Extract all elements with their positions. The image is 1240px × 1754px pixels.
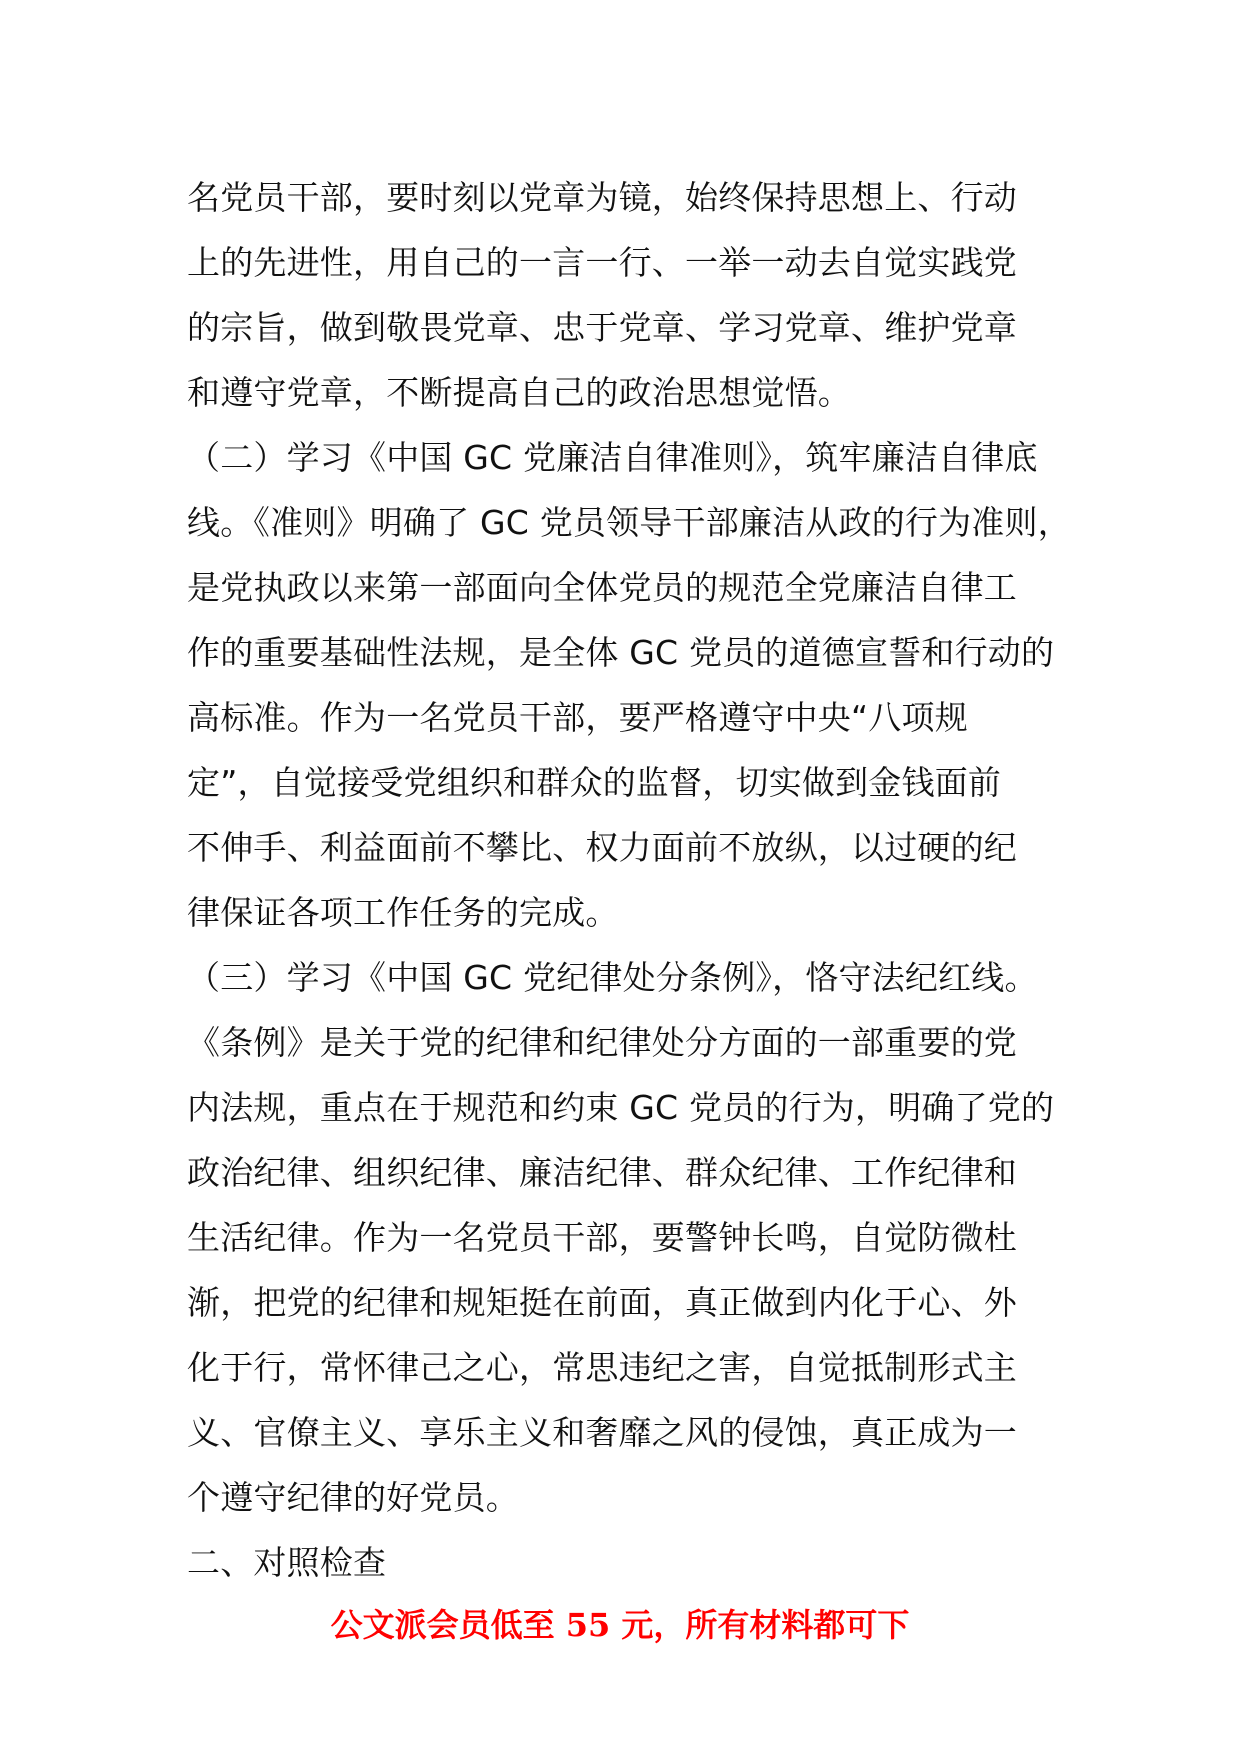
section-heading-line: （三）学习《中国 GC 党纪律处分条例》，恪守法纪红线。 xyxy=(187,958,1038,997)
promo-banner: 公文派会员低至 55 元，所有材料都可下 xyxy=(330,1606,910,1644)
text-line: 名党员干部，要时刻以党章为镜，始终保持思想上、行动 xyxy=(187,178,1017,217)
text-line: 作的重要基础性法规，是全体 GC 党员的道德宣誓和行动的 xyxy=(187,633,1055,672)
text-line: 渐，把党的纪律和规矩挺在前面，真正做到内化于心、外 xyxy=(187,1283,1017,1322)
text-line: 定”，自觉接受党组织和群众的监督，切实做到金钱面前 xyxy=(187,763,1002,802)
text-line: 上的先进性，用自己的一言一行、一举一动去自觉实践党 xyxy=(187,243,1017,282)
text-line: 个遵守纪律的好党员。 xyxy=(187,1478,519,1517)
text-line: 政治纪律、组织纪律、廉洁纪律、群众纪律、工作纪律和 xyxy=(187,1153,1017,1192)
section-title: 二、对照检查 xyxy=(187,1543,387,1582)
document-body xyxy=(187,165,1087,1595)
text-line: 和遵守党章，不断提高自己的政治思想觉悟。 xyxy=(187,373,851,412)
text-line: 《条例》是关于党的纪律和纪律处分方面的一部重要的党 xyxy=(187,1023,1017,1062)
text-line: 不伸手、利益面前不攀比、权力面前不放纵，以过硬的纪 xyxy=(187,828,1017,867)
text-line: 内法规，重点在于规范和约束 GC 党员的行为，明确了党的 xyxy=(187,1088,1055,1127)
text-line: 线。《准则》明确了 GC 党员领导干部廉洁从政的行为准则， xyxy=(187,503,1071,542)
text-line: 律保证各项工作任务的完成。 xyxy=(187,893,619,932)
section-heading-line: （二）学习《中国 GC 党廉洁自律准则》，筑牢廉洁自律底 xyxy=(187,438,1038,477)
text-line: 生活纪律。作为一名党员干部，要警钟长鸣，自觉防微杜 xyxy=(187,1218,1017,1257)
text-line: 高标准。作为一名党员干部，要严格遵守中央“八项规 xyxy=(187,698,968,737)
text-line: 义、官僚主义、享乐主义和奢靡之风的侵蚀，真正成为一 xyxy=(187,1413,1017,1452)
text-line: 化于行，常怀律己之心，常思违纪之害，自觉抵制形式主 xyxy=(187,1348,1017,1387)
text-line: 是党执政以来第一部面向全体党员的规范全党廉洁自律工 xyxy=(187,568,1017,607)
text-line: 的宗旨，做到敬畏党章、忠于党章、学习党章、维护党章 xyxy=(187,308,1017,347)
